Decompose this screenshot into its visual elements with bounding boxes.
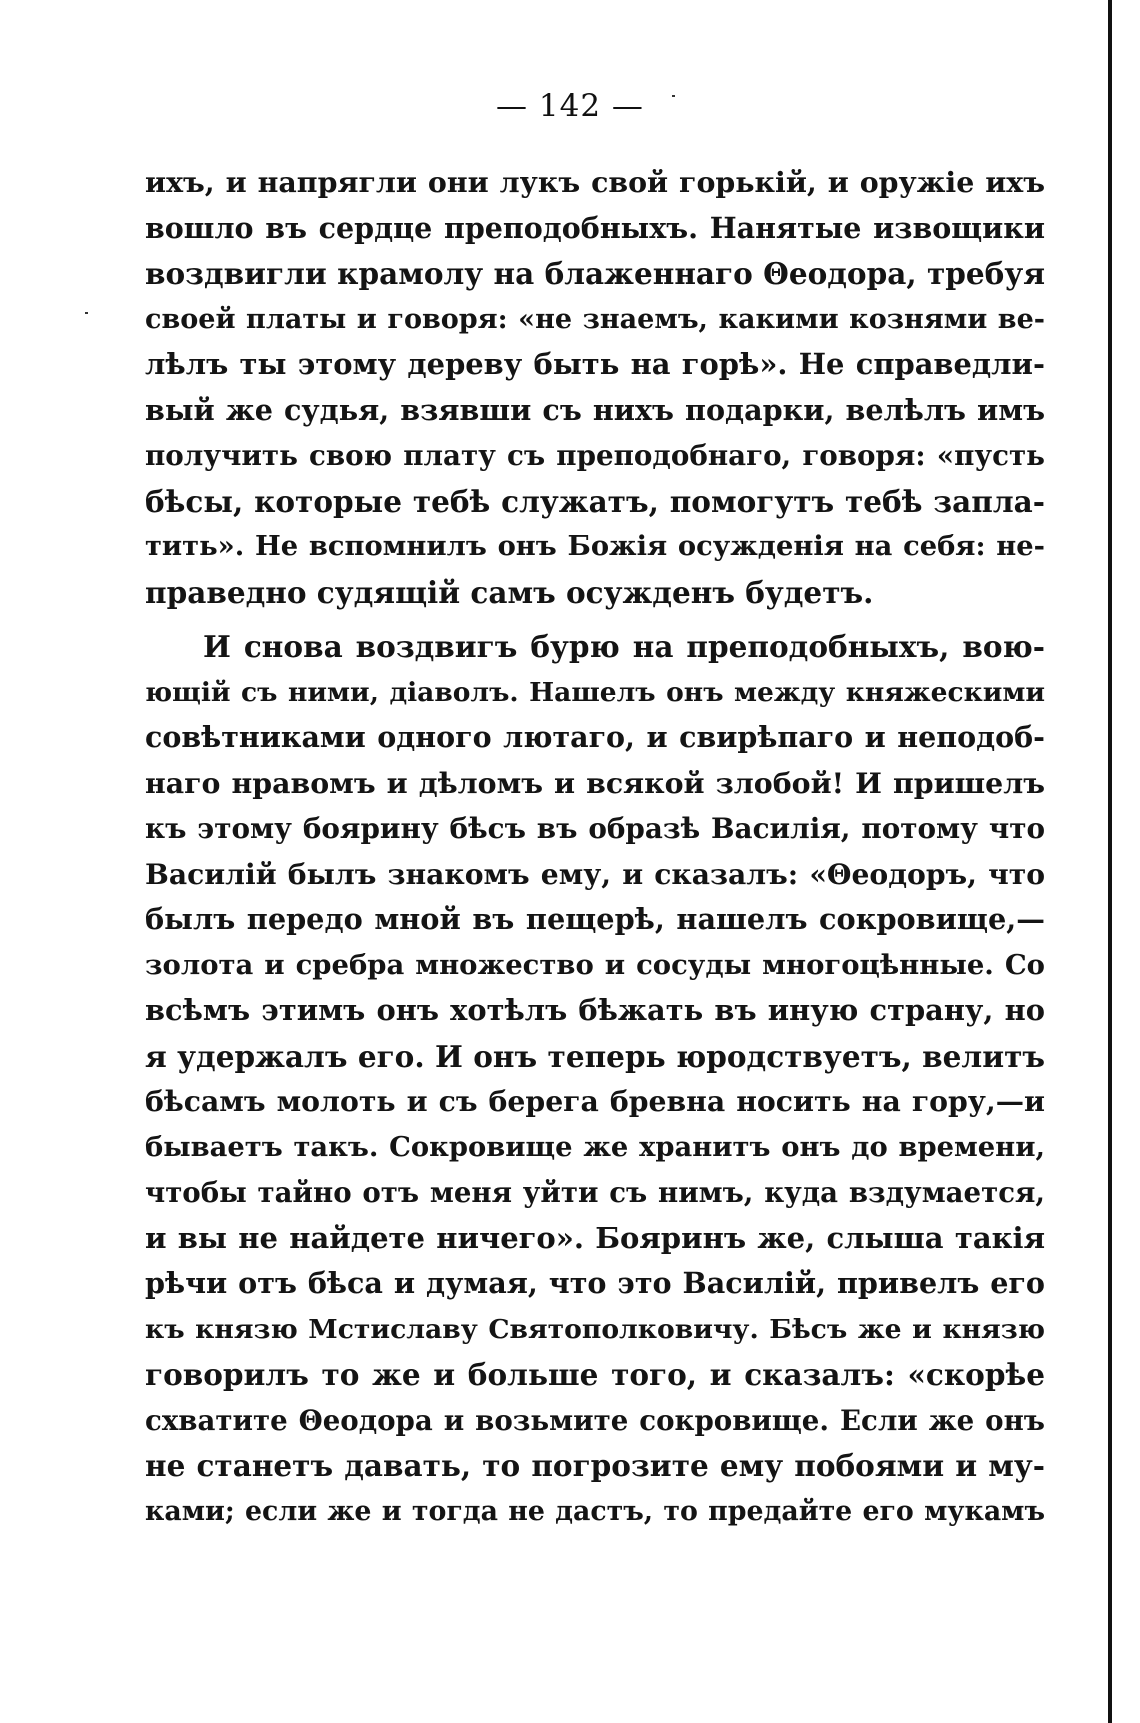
text-line: получить свою плату съ преподобнаго, говоря: «пусть [145,439,1045,472]
text-line: И снова воздвигъ бурю на преподобныхъ, вою- [203,629,1045,664]
text-line: вый же судья, взявши съ нихъ подарки, велѣлъ имъ [145,392,1045,427]
page-edge-line [1108,0,1112,1723]
text-line: я удержалъ его. И онъ теперь юродствуетъ, велитъ [145,1038,1045,1074]
text-line: говорилъ то же и больше того, и сказалъ: «скорѣе [145,1357,1045,1392]
text-line: не станетъ давать, то погрозите ему побоями и му- [145,1448,1045,1483]
text-line: и вы не найдете ничего». Бояринъ же, слыша такія [145,1220,1045,1255]
text-line: ками; если же и тогда не дастъ, то предайте его мукамъ [145,1495,1045,1527]
text-line: къ этому боярину бѣсъ въ образѣ Василія, потому что [145,812,1045,845]
text-line: бѣсамъ молоть и съ берега бревна носить на гору,—и [145,1084,1045,1118]
body-text [145,160,1045,1534]
text-line: совѣтниками одного лютаго, и свирѣпаго и неподоб- [145,720,1045,754]
text-line: наго нравомъ и дѣломъ и всякой злобой! И пришелъ [145,765,1045,800]
paragraph-1 [145,160,1045,615]
text-line: ихъ, и напрягли они лукъ свой горькій, и оружіе ихъ [145,165,1045,199]
text-line: былъ передо мной въ пещерѣ, нашелъ сокровище,— [145,902,1045,936]
text-line: рѣчи отъ бѣса и думая, что это Василій, привелъ его [145,1266,1045,1300]
text-line: бываетъ такъ. Сокровище же хранитъ онъ до времени, [145,1130,1045,1163]
paragraph-gap [145,615,1045,624]
text-line: чтобы тайно отъ меня уйти съ нимъ, куда вздумается, [145,1176,1045,1209]
text-line: схватите Θеодора и возьмите сокровище. Если же онъ [145,1403,1045,1437]
text-line: золота и сребра множество и сосуды многоцѣнные. Со [145,948,1045,981]
text-line: вошло въ сердце преподобныхъ. Нанятые извощики [145,210,1045,245]
page-number: — 142 — [496,88,644,124]
text-line: бѣсы, которые тебѣ служатъ, помогутъ тебѣ запла- [145,483,1045,519]
text-line: лѣлъ ты этому дереву быть на горѣ». Не справедли- [145,347,1045,381]
paragraph-2 [145,624,1045,1534]
text-line: ющій съ ними, діаволъ. Нашелъ онъ между княжескими [145,676,1045,708]
text-line: своей платы и говоря: «не знаемъ, какими кознями ве- [145,303,1045,335]
text-line: праведно судящій самъ осужденъ будетъ. [145,574,874,610]
text-line: воздвигли крамолу на блаженнаго Θеодора, требуя [145,256,1045,291]
text-line: къ князю Мстиславу Святополковичу. Бѣсъ же и князю [145,1313,1045,1345]
text-line: тить». Не вспомнилъ онъ Божія осужденія на себя: не- [145,530,1045,562]
text-line: всѣмъ этимъ онъ хотѣлъ бѣжать въ иную страну, но [145,993,1045,1027]
text-line: Василій былъ знакомъ ему, и сказалъ: «Θеодоръ, что [145,857,1045,891]
scan-speck [85,312,88,314]
